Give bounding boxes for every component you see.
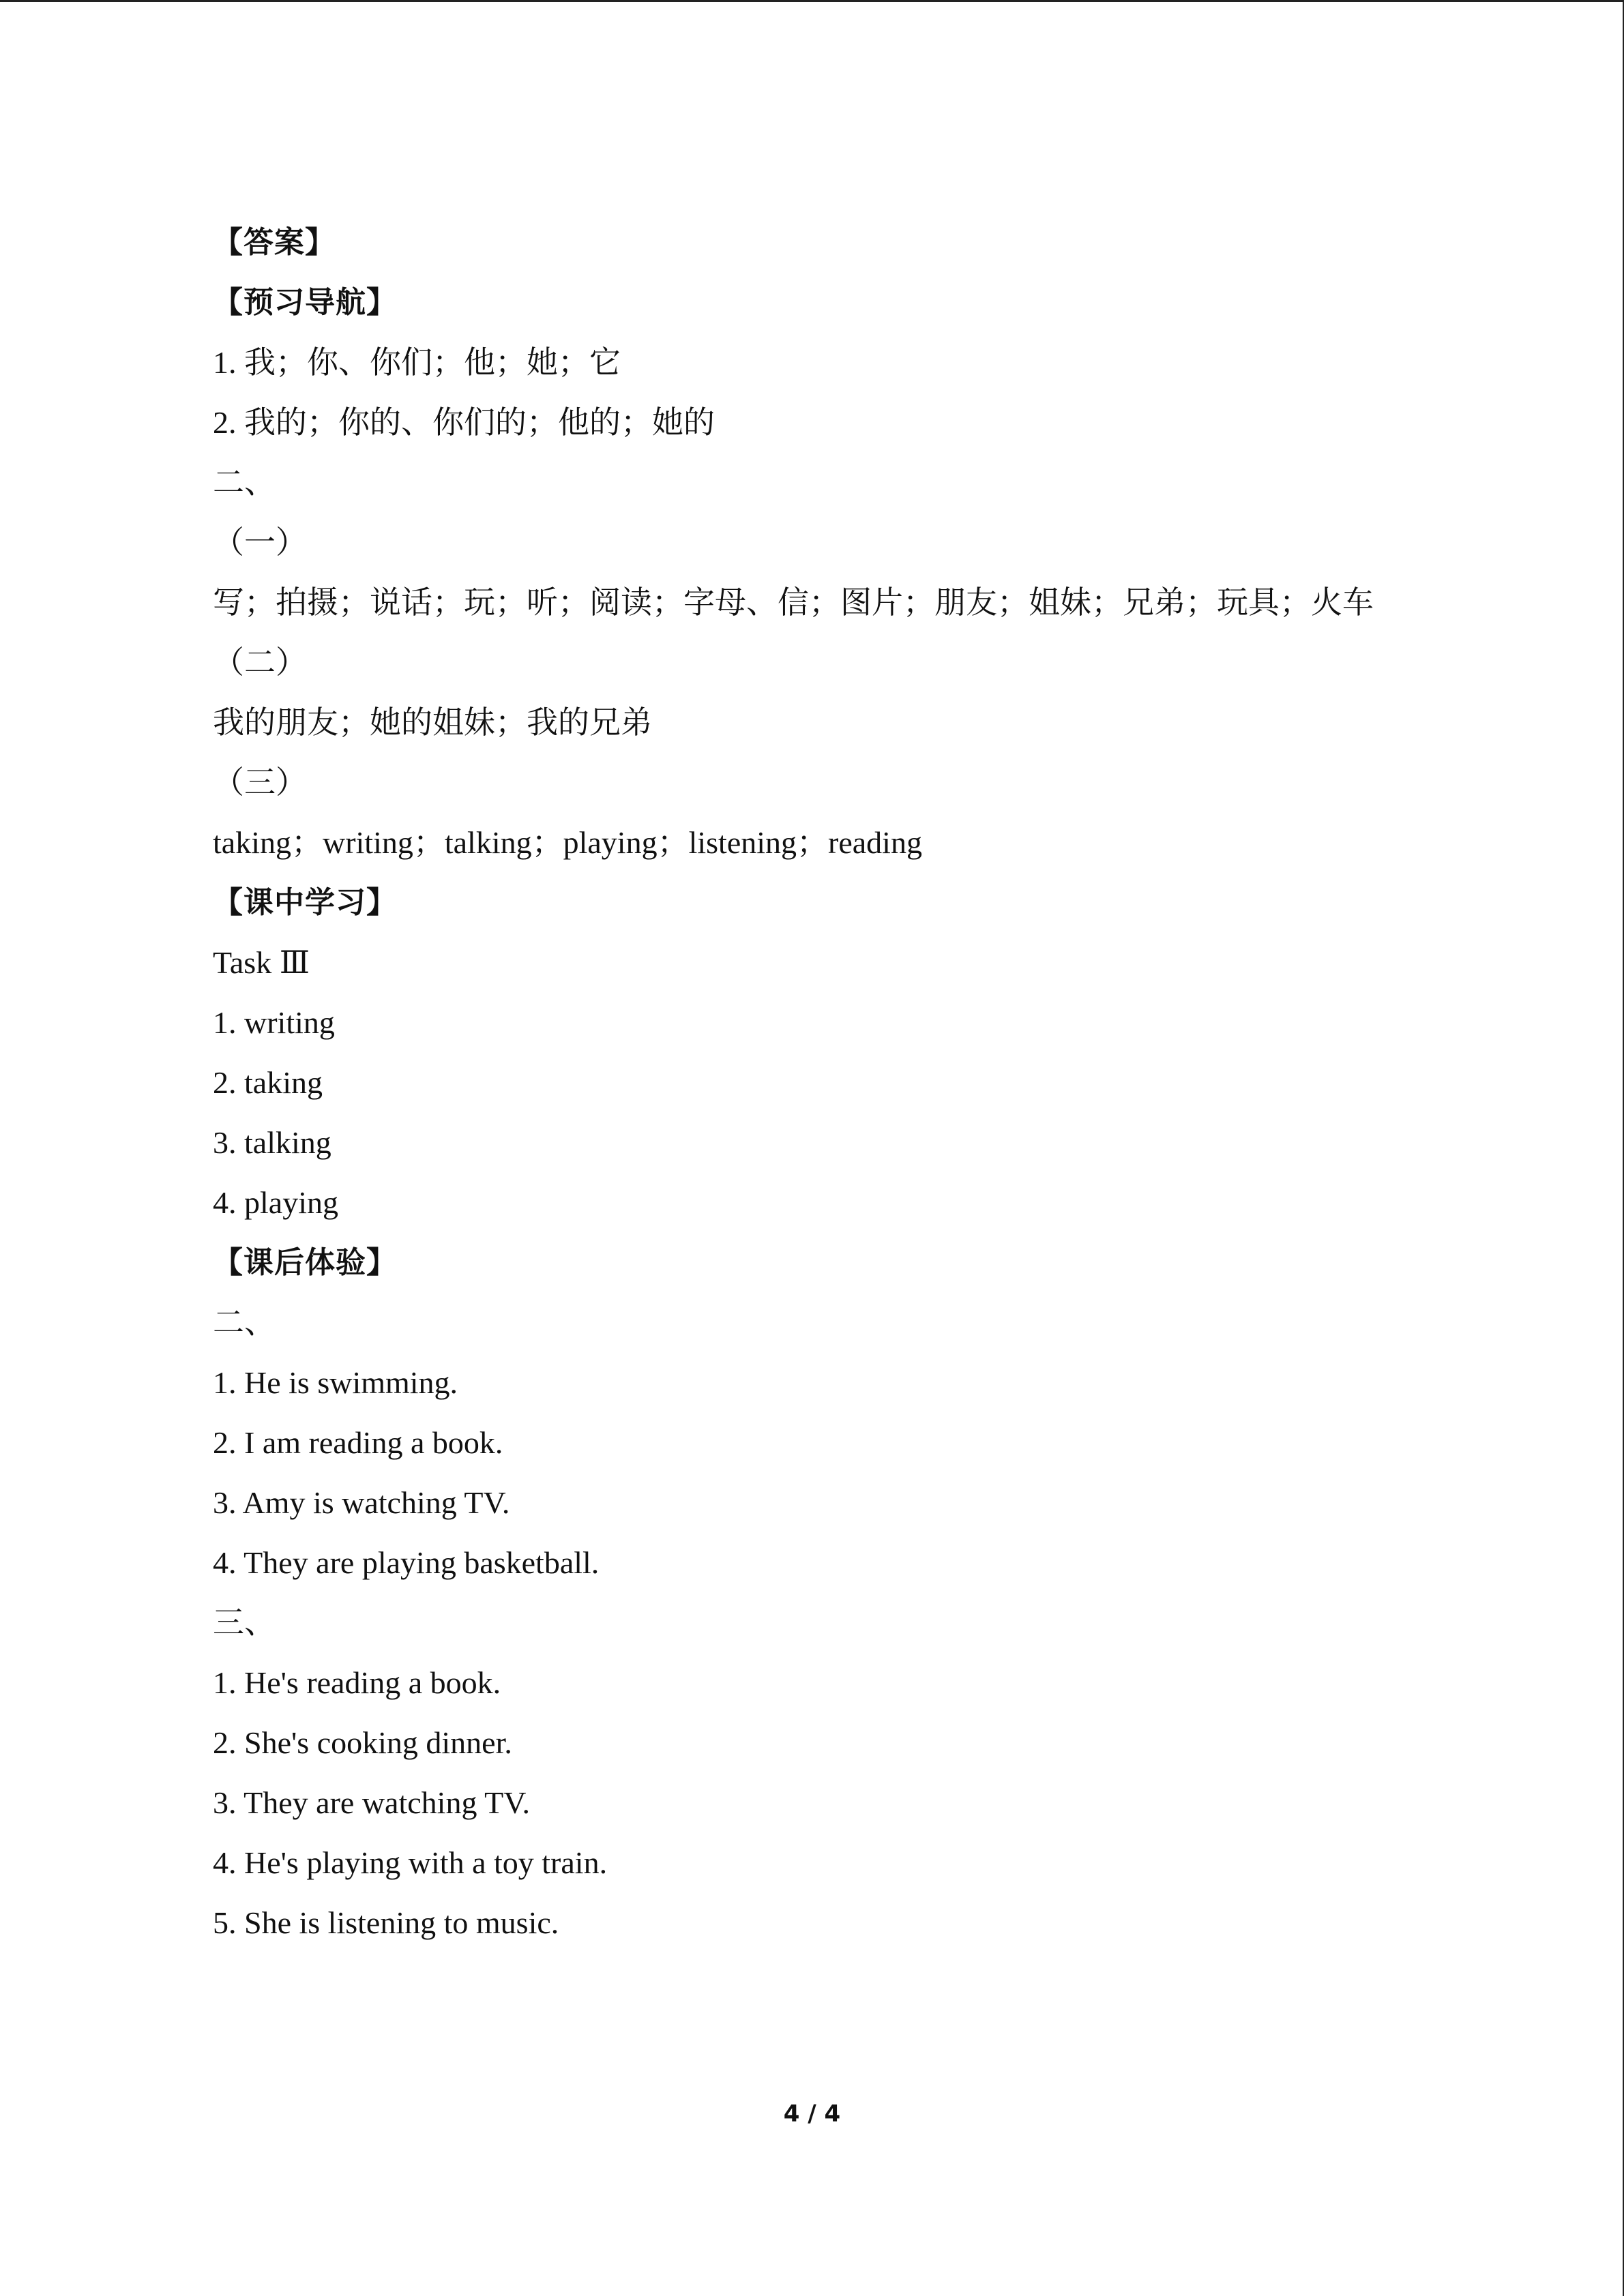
answer-line: 3. Amy is watching TV. xyxy=(213,1485,510,1520)
task-label: Task Ⅲ xyxy=(213,945,310,980)
subsection-label: （三） xyxy=(213,765,307,800)
answer-line: 4. They are playing basketball. xyxy=(213,1545,600,1580)
section-heading-preview-guide: 【预习导航】 xyxy=(213,285,397,320)
subsection-label: 二、 xyxy=(213,465,276,500)
document-body xyxy=(213,213,1509,1953)
answer-line: 1. He is swimming. xyxy=(213,1365,458,1400)
subsection-label: （二） xyxy=(213,645,307,680)
section-heading-in-class-learning: 【课中学习】 xyxy=(213,885,397,920)
answer-line: 1. 我；你、你们；他；她；它 xyxy=(213,345,621,380)
answer-line: 2. 我的；你的、你们的；他的；她的 xyxy=(213,405,715,440)
answer-line: 4. He's playing with a toy train. xyxy=(213,1845,608,1880)
subsection-label: （一） xyxy=(213,525,307,560)
answer-line: 3. They are watching TV. xyxy=(213,1785,531,1820)
section-heading-after-class: 【课后体验】 xyxy=(213,1245,397,1280)
answer-line: 2. taking xyxy=(213,1065,323,1100)
answer-line: 4. playing xyxy=(213,1185,338,1220)
subsection-label: 三、 xyxy=(213,1605,276,1640)
page-number: 4 / 4 xyxy=(783,2100,841,2128)
answer-line: 2. I am reading a book. xyxy=(213,1425,503,1460)
answer-line: 我的朋友；她的姐妹；我的兄弟 xyxy=(213,705,652,740)
subsection-label: 二、 xyxy=(213,1305,276,1340)
answer-line: 1. He's reading a book. xyxy=(213,1665,501,1700)
answer-line: 3. talking xyxy=(213,1125,331,1160)
answer-line: 2. She's cooking dinner. xyxy=(213,1725,512,1760)
answer-line: 写；拍摄；说话；玩；听；阅读；字母、信；图片；朋友；姐妹；兄弟；玩具；火车 xyxy=(213,585,1374,620)
answer-line: 1. writing xyxy=(213,1005,335,1040)
section-heading-answer: 【答案】 xyxy=(213,225,336,260)
answer-line: taking；writing；talking；playing；listening；reading xyxy=(213,825,922,860)
answer-line: 5. She is listening to music. xyxy=(213,1905,559,1940)
